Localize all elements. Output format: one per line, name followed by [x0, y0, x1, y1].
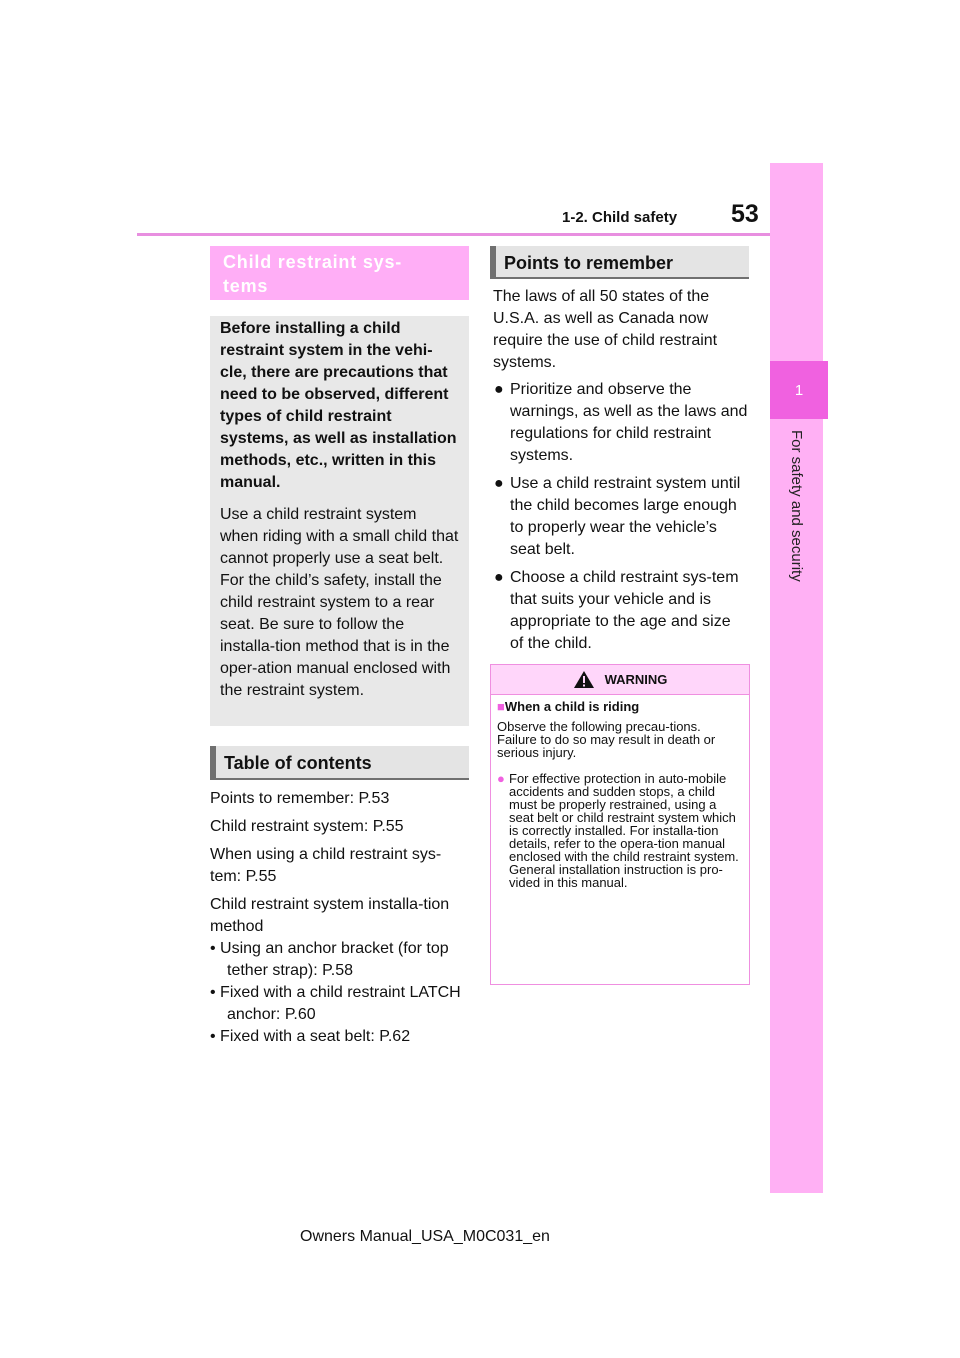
- bullet-item: [493, 473, 748, 561]
- chapter-title-vertical: [770, 430, 823, 630]
- warning-text: Observe the following precau-tions. Failure to do so may result in death or serious injury.: [497, 719, 716, 760]
- toc-subitem[interactable]: • Fixed with a child restraint LATCH anchor: P.60: [210, 984, 461, 1023]
- warning-dot-icon: ●: [497, 771, 505, 786]
- toc-subitem[interactable]: • Fixed with a seat belt: P.62: [210, 1028, 411, 1045]
- header-rule: [137, 233, 770, 236]
- intro-bold-text: Before installing a child restraint system in the vehi-cle, there are precautions that need to be observed, different types of child restraint systems, as well as installation methods, etc., written in this manual.: [220, 320, 457, 491]
- section-title: 1-2. Child safety: [562, 209, 678, 226]
- warning-item: [497, 772, 743, 889]
- warning-header: [491, 665, 749, 695]
- toc-item: Child restraint system installa-tion method: [210, 896, 450, 935]
- warning-label: WARNING: [604, 672, 668, 687]
- chapter-number-tab: 1: [770, 361, 828, 419]
- toc-item[interactable]: Child restraint system: P.55: [210, 818, 404, 835]
- warning-item-text: For effective protection in auto-mobile accidents and sudden stops, a child must be properly restrained, using a seat belt or child restraint system which is correctly installed. For installa-tion details, refer to the opera-tion manual enclosed with the child restraint system. General installation instruction is pro-vided in this manual.: [509, 771, 739, 890]
- chapter-title-text: For safety and security: [788, 430, 805, 582]
- child-restraint-heading: [210, 246, 469, 300]
- toc-heading: Table of contents: [210, 746, 469, 780]
- warning-title-text: When a child is riding: [504, 699, 640, 714]
- child-restraint-heading-text: Child restraint sys- tems: [223, 252, 403, 296]
- bullet-item: [493, 379, 748, 467]
- bullet-dot-icon: ●: [494, 381, 504, 398]
- bullet-text: Choose a child restraint sys-tem that suits your vehicle and is appropriate to the age and size of the child.: [510, 569, 739, 652]
- footer-text: Owners Manual_USA_M0C031_en: [300, 1228, 550, 1245]
- bullet-dot-icon: ●: [494, 475, 504, 492]
- intro-text: Use a child restraint system when riding with a small child that cannot properly use a seat belt. For the child’s safety, install the child restraint system to a rear seat. Be sure to follow the installa-tion method that is in the oper-ation manual enclosed with the restraint system.: [220, 506, 459, 699]
- points-bullets: [493, 379, 748, 661]
- chapter-tab-strip: [770, 163, 823, 1193]
- toc-item[interactable]: Points to remember: P.53: [210, 790, 390, 807]
- bullet-dot-icon: ●: [494, 569, 504, 586]
- bullet-text: Prioritize and observe the warnings, as well as the laws and regulations for child restraint systems.: [510, 381, 748, 464]
- toc-list: [210, 788, 468, 1048]
- page-number: 53: [731, 200, 759, 228]
- points-intro: The laws of all 50 states of the U.S.A. as well as Canada now require the use of child restraint systems.: [493, 288, 718, 371]
- bullet-item: [493, 567, 748, 655]
- warning-body: [491, 695, 749, 889]
- toc-item[interactable]: When using a child restraint sys-tem: P.55: [210, 846, 442, 885]
- warning-box: [490, 664, 750, 985]
- warning-title: [497, 699, 743, 714]
- bullet-text: Use a child restraint system until the child becomes large enough to properly wear the vehicle’s seat belt.: [510, 475, 741, 558]
- points-heading: Points to remember: [490, 246, 749, 279]
- warning-triangle-icon: [573, 670, 595, 689]
- toc-subitem[interactable]: • Using an anchor bracket (for top tether strap): P.58: [210, 940, 449, 979]
- square-bullet-icon: ■: [497, 699, 505, 714]
- intro-box: [210, 316, 469, 726]
